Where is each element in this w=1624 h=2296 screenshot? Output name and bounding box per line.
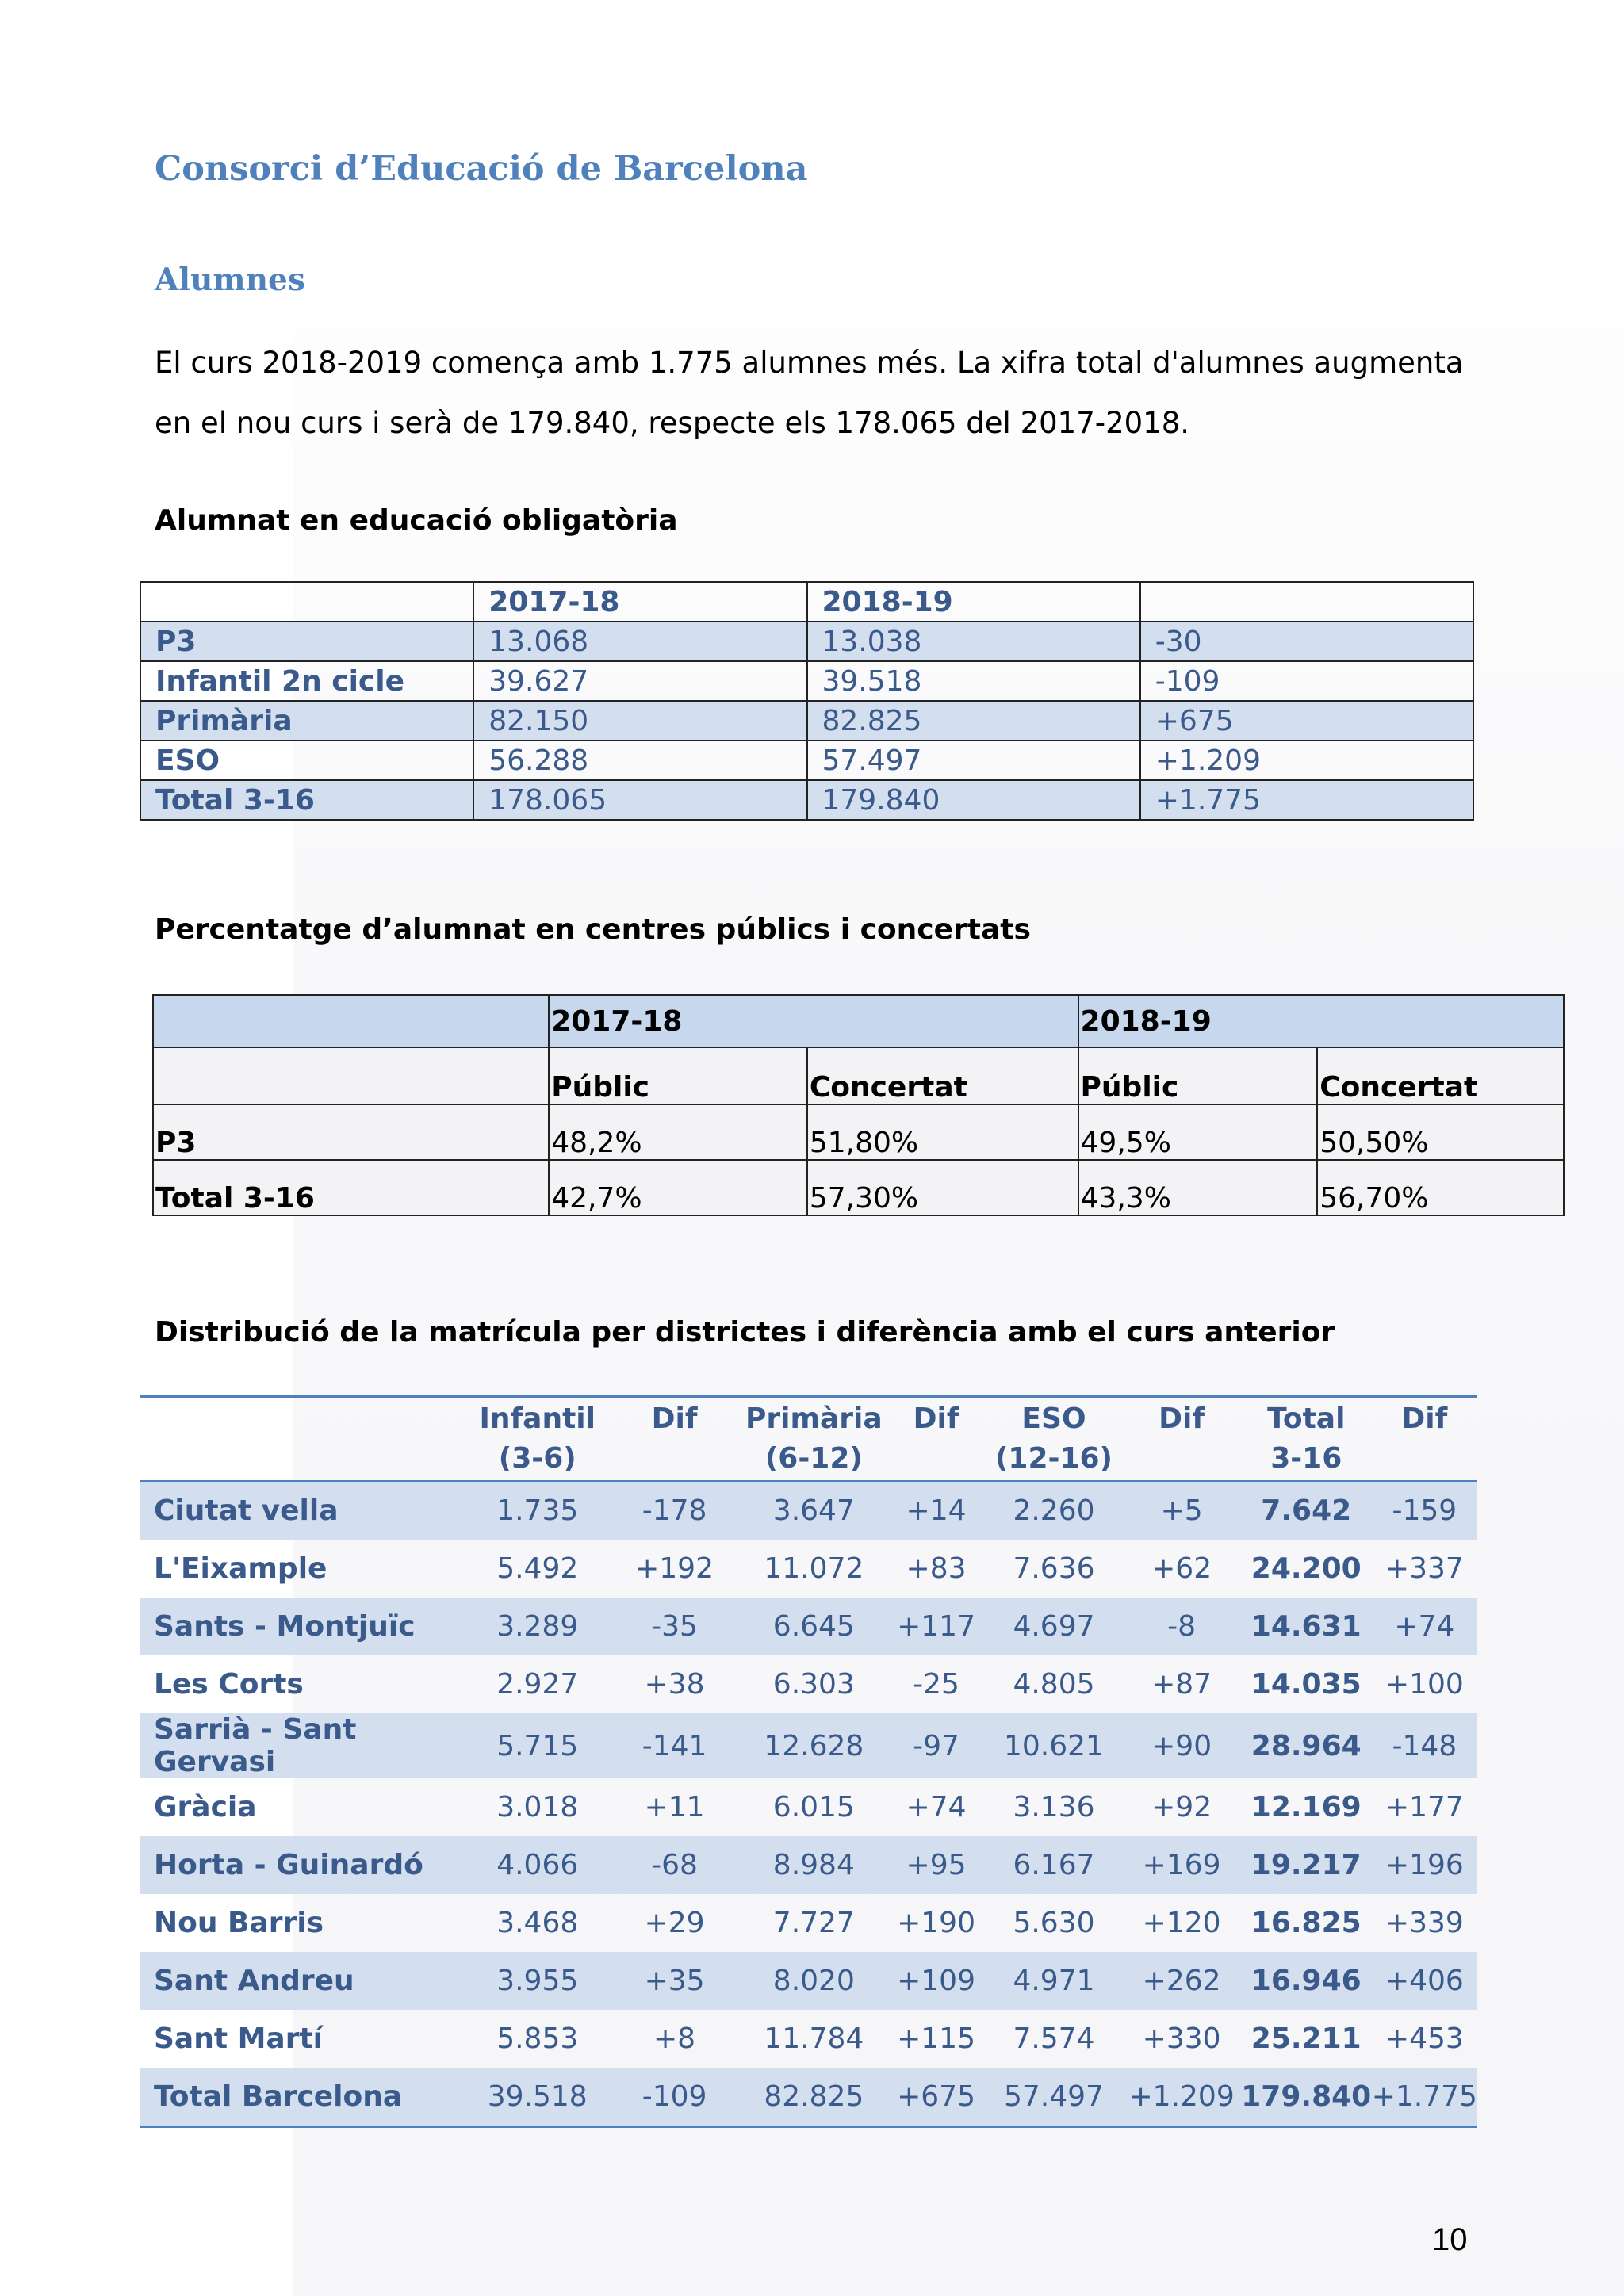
table-row — [140, 701, 1473, 740]
table-cell: 7.727 — [772, 1907, 855, 1939]
table-cell: 57.497 — [986, 2068, 1123, 2127]
table-cell: -178 — [608, 1481, 741, 1540]
table-row — [140, 780, 1473, 820]
table-cell: 10.621 — [986, 1713, 1123, 1778]
table-cell: +74 — [906, 1791, 967, 1823]
table-cell: -35 — [608, 1598, 741, 1655]
table-cell: +120 — [1142, 1907, 1221, 1939]
table-cell: 16.946 — [1241, 1952, 1372, 2010]
table-cell: 24.200 — [1251, 1552, 1362, 1585]
header-line: Primària — [745, 1402, 883, 1435]
district-name: Sant Martí — [154, 2022, 324, 2055]
table-row — [140, 1481, 1477, 1540]
table3-column-header — [466, 1397, 608, 1482]
table-cell: 6.167 — [986, 1836, 1123, 1894]
table-cell: 16.825 — [1251, 1907, 1362, 1939]
table-cell: +675 — [1140, 701, 1473, 740]
table-cell: +192 — [635, 1552, 714, 1585]
district-name: Sants - Montjuïc — [140, 1598, 466, 1655]
table-cell: 179.840 — [807, 780, 1140, 820]
table-cell: 19.217 — [1241, 1836, 1372, 1894]
table-cell: +117 — [887, 1598, 986, 1655]
table-row — [153, 1104, 1564, 1160]
table-cell: 12.169 — [1251, 1791, 1362, 1823]
table-cell: +29 — [644, 1907, 705, 1939]
table3-column-header — [140, 1397, 466, 1482]
header-line: ESO — [1021, 1402, 1086, 1435]
table-cell: +8 — [653, 2022, 696, 2055]
table-cell: +406 — [1372, 1952, 1477, 2010]
table-row — [140, 740, 1473, 780]
table-cell: 3.647 — [741, 1481, 887, 1540]
table-cell: 5.630 — [1013, 1907, 1095, 1939]
table1-row-label: Primària — [140, 701, 473, 740]
table-cell: +115 — [897, 2022, 975, 2055]
table-cell: -25 — [913, 1668, 959, 1701]
table-cell: 6.015 — [772, 1791, 855, 1823]
table-cell: 42,7% — [549, 1160, 807, 1215]
table-cell: +196 — [1372, 1836, 1477, 1894]
table2-year-header: 2018-19 — [1078, 995, 1564, 1047]
table1-row-label: ESO — [140, 740, 473, 780]
table-cell: 28.964 — [1241, 1713, 1372, 1778]
table-cell: +83 — [906, 1552, 967, 1585]
table-cell: -68 — [608, 1836, 741, 1894]
table-cell: 4.805 — [1013, 1668, 1095, 1701]
table-cell: +109 — [887, 1952, 986, 2010]
district-name: Sant Andreu — [140, 1952, 466, 2010]
table3-header-row — [140, 1397, 1477, 1482]
table-cell: -109 — [608, 2068, 741, 2127]
table1-column-header — [1140, 582, 1473, 622]
table-row — [140, 1778, 1477, 1836]
table3-column-header — [1122, 1397, 1240, 1482]
table-cell: 3.955 — [466, 1952, 608, 2010]
table-cell: 4.971 — [986, 1952, 1123, 2010]
table-cell: 178.065 — [473, 780, 806, 820]
table-cell: +90 — [1122, 1713, 1240, 1778]
table-cell: 56,70% — [1317, 1160, 1564, 1215]
table-cell: +5 — [1122, 1481, 1240, 1540]
table-cell: 25.211 — [1251, 2022, 1362, 2055]
table-cell: 7.636 — [1013, 1552, 1095, 1585]
enrollment-table — [140, 581, 1474, 821]
table-cell: 49,5% — [1078, 1104, 1318, 1160]
table-cell: 8.984 — [741, 1836, 887, 1894]
header-line — [140, 1419, 466, 1459]
table-row — [140, 1836, 1477, 1894]
table-cell: +14 — [887, 1481, 986, 1540]
district-name: Nou Barris — [154, 1907, 324, 1939]
header-line: 3-16 — [1270, 1442, 1342, 1475]
table-cell: 39.627 — [473, 661, 806, 701]
table-cell: +87 — [1151, 1668, 1212, 1701]
table-cell: 6.645 — [741, 1598, 887, 1655]
header-line — [1372, 1439, 1477, 1479]
district-name: L'Eixample — [154, 1552, 327, 1585]
public-private-table — [152, 994, 1565, 1216]
header-line — [887, 1439, 986, 1479]
table3-column-header — [1372, 1397, 1477, 1482]
table-cell: 5.853 — [496, 2022, 579, 2055]
table2-subheader-row — [153, 1047, 1564, 1104]
district-name: Sarrià - Sant Gervasi — [140, 1713, 466, 1778]
table-cell: 3.136 — [1013, 1791, 1095, 1823]
table-row — [140, 1713, 1477, 1778]
table-cell: +38 — [644, 1668, 705, 1701]
table1-row-label: Total 3-16 — [140, 780, 473, 820]
table-cell: 7.642 — [1241, 1481, 1372, 1540]
table-cell: 14.035 — [1251, 1668, 1362, 1701]
section-heading: Alumnes — [155, 262, 305, 298]
table-cell: -97 — [887, 1713, 986, 1778]
table-cell: +95 — [887, 1836, 986, 1894]
table-cell: 57.497 — [807, 740, 1140, 780]
table-cell: 7.574 — [1013, 2022, 1095, 2055]
table-cell: 1.735 — [466, 1481, 608, 1540]
table-row — [140, 1540, 1477, 1598]
table-cell: -8 — [1122, 1598, 1240, 1655]
table1-caption: Alumnat en educació obligatòria — [155, 504, 678, 537]
table-cell: -141 — [608, 1713, 741, 1778]
table-cell: -148 — [1372, 1713, 1477, 1778]
header-line: Infantil — [479, 1402, 596, 1435]
table-cell: 82.825 — [807, 701, 1140, 740]
table-cell: 3.018 — [496, 1791, 579, 1823]
district-name: Ciutat vella — [140, 1481, 466, 1540]
district-name: Les Corts — [154, 1668, 304, 1701]
header-line: (3-6) — [498, 1442, 576, 1475]
table-cell: +1.209 — [1140, 740, 1473, 780]
table2-caption: Percentatge d’alumnat en centres públics i concertats — [155, 913, 1031, 946]
table-cell: 39.518 — [466, 2068, 608, 2127]
table-cell: 13.038 — [807, 622, 1140, 661]
table1-column-header: 2018-19 — [807, 582, 1140, 622]
table-row — [140, 2010, 1477, 2068]
table-cell: 48,2% — [549, 1104, 807, 1160]
table-cell: 4.697 — [986, 1598, 1123, 1655]
table-cell: +92 — [1151, 1791, 1212, 1823]
table2-subheader: Concertat — [807, 1047, 1078, 1104]
table-cell: +190 — [897, 1907, 975, 1939]
table-cell: 13.068 — [473, 622, 806, 661]
table-cell: 56.288 — [473, 740, 806, 780]
table2-year-header-row — [153, 995, 1564, 1047]
table3-caption: Distribució de la matrícula per districtes i diferència amb el curs anterior — [155, 1316, 1335, 1349]
district-name: Gràcia — [154, 1791, 257, 1823]
table-cell: 5.492 — [496, 1552, 579, 1585]
table-cell: -159 — [1372, 1481, 1477, 1540]
table3-column-header — [986, 1397, 1123, 1482]
table-cell: 82.150 — [473, 701, 806, 740]
table-cell: 11.784 — [764, 2022, 864, 2055]
table-cell: +100 — [1385, 1668, 1464, 1701]
table-cell: 2.260 — [986, 1481, 1123, 1540]
table-row — [140, 1952, 1477, 2010]
table-cell: +1.209 — [1122, 2068, 1240, 2127]
table2-subheader: Públic — [1078, 1047, 1318, 1104]
table2-subheader: Públic — [549, 1047, 807, 1104]
table2-subheader: Concertat — [1317, 1047, 1564, 1104]
header-line: Dif — [1159, 1402, 1205, 1435]
table-cell: +11 — [644, 1791, 705, 1823]
table2-corner-cell — [153, 1047, 549, 1104]
table3-column-header — [887, 1397, 986, 1482]
district-name: Total Barcelona — [140, 2068, 466, 2127]
table2-corner-cell — [153, 995, 549, 1047]
table-cell: 51,80% — [807, 1104, 1078, 1160]
table-cell: 2.927 — [496, 1668, 579, 1701]
header-line — [1122, 1439, 1240, 1479]
table-row — [140, 1894, 1477, 1952]
table2-year-header: 2017-18 — [549, 995, 1078, 1047]
table3-column-header — [741, 1397, 887, 1482]
header-line: Dif — [1401, 1402, 1448, 1435]
table-cell: 3.289 — [466, 1598, 608, 1655]
table-row — [140, 622, 1473, 661]
table-cell: +262 — [1122, 1952, 1240, 2010]
table-cell: -109 — [1140, 661, 1473, 701]
table-cell: +1.775 — [1140, 780, 1473, 820]
table-cell: 8.020 — [741, 1952, 887, 2010]
table-cell: +337 — [1385, 1552, 1464, 1585]
table-cell: 5.715 — [466, 1713, 608, 1778]
header-line: Total — [1267, 1402, 1346, 1435]
table-cell: 12.628 — [741, 1713, 887, 1778]
table-cell: 82.825 — [741, 2068, 887, 2127]
table-cell: +74 — [1372, 1598, 1477, 1655]
table-row — [140, 2068, 1477, 2127]
table-row — [140, 661, 1473, 701]
intro-paragraph: El curs 2018-2019 comença amb 1.775 alumnes més. La xifra total d'alumnes augmenta en el nou curs i serà de 179.840, respecte els 178.065 del 2017-2018. — [155, 346, 1464, 440]
table-cell: 50,50% — [1317, 1104, 1564, 1160]
table-cell: 43,3% — [1078, 1160, 1318, 1215]
table-cell: +1.775 — [1372, 2068, 1477, 2127]
table1-header-row — [140, 582, 1473, 622]
table-cell: -30 — [1140, 622, 1473, 661]
table-cell: +177 — [1385, 1791, 1464, 1823]
table3-column-header — [1241, 1397, 1372, 1482]
table-cell: +62 — [1151, 1552, 1212, 1585]
district-table — [140, 1395, 1477, 2128]
header-line: (12-16) — [994, 1442, 1113, 1475]
header-line: Dif — [913, 1402, 959, 1435]
table-row — [140, 1598, 1477, 1655]
header-line: Dif — [651, 1402, 698, 1435]
table-cell: 179.840 — [1241, 2068, 1372, 2127]
header-line: (6-12) — [764, 1442, 863, 1475]
table-cell: 4.066 — [466, 1836, 608, 1894]
table-row — [153, 1160, 1564, 1215]
table1-row-label: P3 — [140, 622, 473, 661]
district-name: Horta - Guinardó — [140, 1836, 466, 1894]
table2-row-label: P3 — [153, 1104, 549, 1160]
table-row — [140, 1655, 1477, 1713]
table-cell: +453 — [1385, 2022, 1464, 2055]
table-cell: 14.631 — [1241, 1598, 1372, 1655]
table-cell: +35 — [608, 1952, 741, 2010]
table1-column-header: 2017-18 — [473, 582, 806, 622]
table-cell: +675 — [887, 2068, 986, 2127]
table-cell: 11.072 — [764, 1552, 864, 1585]
page-number: 10 — [1432, 2222, 1468, 2257]
table-cell: 57,30% — [807, 1160, 1078, 1215]
document-title: Consorci d’Educació de Barcelona — [155, 149, 808, 189]
table-cell: +330 — [1142, 2022, 1221, 2055]
table1-column-header — [140, 582, 473, 622]
table-cell: +339 — [1385, 1907, 1464, 1939]
table1-row-label: Infantil 2n cicle — [140, 661, 473, 701]
table2-row-label: Total 3-16 — [153, 1160, 549, 1215]
table-cell: +169 — [1122, 1836, 1240, 1894]
table-cell: 3.468 — [496, 1907, 579, 1939]
table-cell: 39.518 — [807, 661, 1140, 701]
table3-column-header — [608, 1397, 741, 1482]
header-line — [608, 1439, 741, 1479]
table-cell: 6.303 — [772, 1668, 855, 1701]
